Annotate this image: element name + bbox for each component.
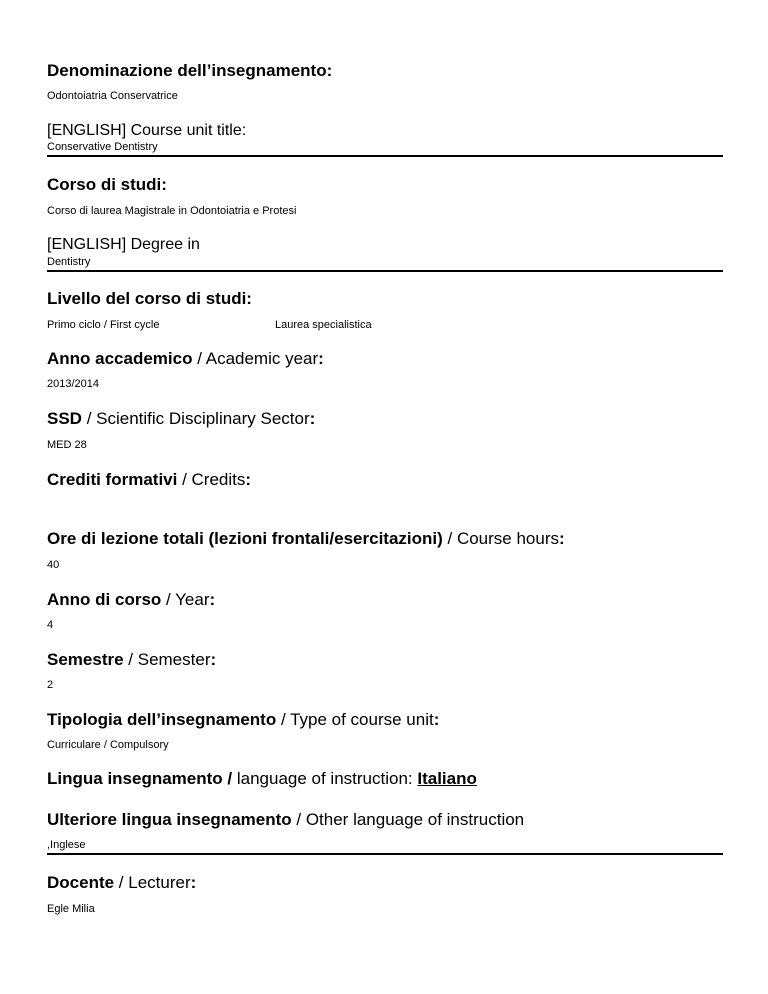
hours-label-it: Ore di lezione totali (lezioni frontali/esercitazioni) [47, 529, 443, 548]
lecturer-label-en: / Lecturer [114, 873, 191, 892]
semester-label-it: Semestre [47, 650, 124, 669]
unit-type-value: Curriculare / Compulsory [47, 739, 169, 751]
semester-value: 2 [47, 679, 54, 691]
course-title-heading [47, 60, 723, 82]
year-heading [47, 589, 723, 611]
degree-heading [47, 174, 723, 196]
colon: : [245, 470, 252, 489]
credits-label-en: / Credits [177, 470, 246, 489]
level-value: Primo ciclo / First cycle [47, 319, 160, 331]
divider [47, 155, 723, 157]
level-values [47, 318, 723, 332]
divider [47, 270, 723, 272]
colon: : [318, 349, 324, 368]
academic-year-label-en: / Academic year [192, 349, 319, 368]
year-label-en: / Year [161, 590, 210, 609]
ssd-label-en: / Scientific Disciplinary Sector [81, 409, 310, 428]
colon: : [433, 710, 440, 729]
degree-en-value: Dentistry [47, 256, 91, 268]
course-title-label: Denominazione dell’insegnamento: [47, 61, 333, 80]
unit-type-heading [47, 709, 723, 731]
ssd-heading [47, 408, 723, 430]
academic-year-heading [47, 348, 723, 370]
language-label-en: language of instruction: [232, 769, 418, 788]
language-value: Italiano [417, 769, 477, 788]
level-label: Livello del corso di studi: [47, 289, 252, 308]
course-title-en-value: Conservative Dentistry [47, 141, 158, 153]
unit-type-label-it: Tipologia dell’insegnamento [47, 710, 277, 729]
academic-year-value: 2013/2014 [47, 378, 99, 390]
ssd-label-it: SSD [47, 409, 82, 428]
course-title-en-label: [ENGLISH] Course unit title: [47, 122, 247, 139]
colon: : [309, 409, 316, 428]
degree-value: Corso di laurea Magistrale in Odontoiatria e Protesi [47, 205, 297, 217]
academic-year-label-it: Anno accademico [47, 349, 193, 368]
unit-type-label-en: / Type of course unit [276, 710, 434, 729]
credits-heading [47, 469, 723, 491]
colon: : [210, 650, 217, 669]
colon: : [190, 873, 197, 892]
year-label-it: Anno di corso [47, 590, 162, 609]
hours-value: 40 [47, 559, 60, 571]
hours-heading [47, 528, 723, 550]
divider [47, 853, 723, 855]
semester-heading [47, 649, 723, 671]
other-language-value: ,Inglese [47, 839, 86, 851]
lecturer-heading [47, 872, 723, 894]
colon: : [209, 590, 216, 609]
language-label-it: Lingua insegnamento / [47, 769, 233, 788]
lecturer-value: Egle Milia [47, 903, 95, 915]
hours-label-en: / Course hours [442, 529, 560, 548]
colon: : [559, 529, 565, 548]
lecturer-label-it: Docente [47, 873, 115, 892]
level-heading [47, 288, 723, 310]
credits-label-it: Crediti formativi [47, 470, 178, 489]
semester-label-en: / Semester [123, 650, 211, 669]
language-heading [47, 768, 723, 790]
other-language-label-it: Ulteriore lingua insegnamento [47, 810, 292, 829]
year-value: 4 [47, 619, 54, 631]
other-language-heading [47, 809, 723, 831]
degree-en-label: [ENGLISH] Degree in [47, 236, 200, 253]
level-value-2: Laurea specialistica [275, 319, 372, 331]
other-language-label-en: / Other language of instruction [291, 810, 525, 829]
degree-label: Corso di studi: [47, 175, 167, 194]
course-title-value: Odontoiatria Conservatrice [47, 90, 178, 102]
ssd-value: MED 28 [47, 439, 87, 451]
